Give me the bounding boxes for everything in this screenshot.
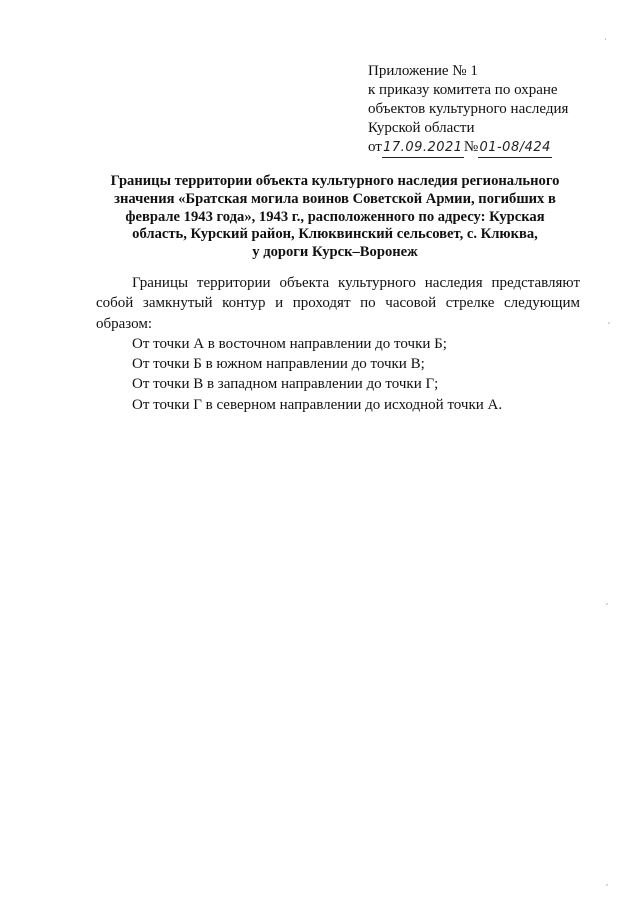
appendix-order-ref: к приказу комитета по охране	[368, 82, 558, 98]
number-prefix: №	[463, 139, 479, 155]
document-body	[96, 273, 580, 415]
title-line-5: у дороги Курск–Воронеж	[252, 244, 418, 261]
appendix-region: Курской области	[368, 120, 475, 136]
boundary-item: От точки А в восточном направлении до точки Б;	[132, 335, 447, 352]
scan-speck: ˊ	[606, 322, 611, 333]
handwritten-date: 17.09.2021	[382, 138, 464, 158]
appendix-number: Приложение № 1	[368, 63, 478, 79]
appendix-committee: объектов культурного наследия	[368, 101, 569, 117]
appendix-date-line	[368, 138, 608, 158]
appendix-header	[368, 62, 608, 158]
scan-speck: ˊ	[604, 603, 609, 614]
title-line-4: область, Курский район, Клюквинский сельсовет, с. Клюква,	[132, 226, 538, 243]
boundary-item: От точки Б в южном направлении до точки В;	[132, 356, 425, 373]
intro-paragraph: Границы территории объекта культурного наследия представляют собой замкнутый контур и проходят по часовой стрелке следующим образом:	[96, 275, 580, 332]
scan-speck: ˊ	[604, 884, 609, 895]
scan-speck: ˙	[603, 38, 608, 49]
document-title	[92, 173, 578, 262]
boundary-item: От точки В в западном направлении до точки Г;	[132, 376, 439, 393]
handwritten-order-number: 01-08/424	[478, 138, 552, 158]
date-prefix: от	[368, 139, 382, 155]
title-line-2: значения «Братская могила воинов Советской Армии, погибших в	[114, 190, 556, 207]
title-line-3: феврале 1943 года», 1943 г., расположенного по адресу: Курская	[125, 208, 545, 225]
boundary-item: От точки Г в северном направлении до исходной точки А.	[132, 396, 503, 413]
title-line-1: Границы территории объекта культурного наследия регионального	[110, 173, 560, 189]
